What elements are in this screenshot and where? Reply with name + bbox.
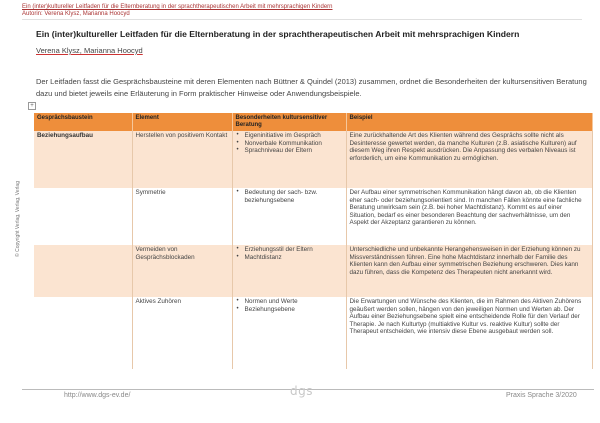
dgs-logo: dgs [290,384,313,398]
side-copyright [14,150,22,290]
example-cell: Die Erwartungen und Wünsche des Klienten, die im Rahmen des Aktiven Zuhörens geäußert werden sollen, hängen von den jeweiligen Normen und Werten ab. Der Aufbau einer Beziehungsebene spielt eine entscheidende Rolle für den Verlauf der Therapie. Je nach Kulturtyp (multiaktive Kultur vs. reaktive Kultur) sollte der Therapeut entscheiden, wie intensiv diese Ebene ausgebaut werden soll. [346,297,592,369]
running-head-title[interactable]: Ein (inter)kultureller Leitfaden für die Elternberatung in der sprachtherapeutischen Arbeit mit mehrsprachigen Kindern [22,4,333,10]
example-cell: Der Aufbau einer symmetrischen Kommunikation hängt davon ab, ob die Klienten eher sach- oder beziehungsorientiert sind. In manchen Fällen könnte eine fachliche Beratung unwirksam sein (z.B. bei hoher Machtdistanz). Kommt es auf einer Situation, bedarf es einer besonderen Beachtung der sachverhältnisse, um den Aspekt der Akzeptanz garantieren zu können. [346,188,592,245]
table-row [34,188,592,245]
guide-table [34,113,593,369]
example-cell: Unterschiedliche und unbekannte Herangehensweisen in der Erziehung können zu Missverständnissen führen. Eine hohe Machtdistanz innerhalb der Familie des Klienten kann den Aufbau einer symmetrischen Beziehung erschweren. Dies kann dazu führen, dass die Kompetenz des Therapeuten nicht anerkannt wird. [346,245,592,297]
list-item: • Erziehungsstil der Eltern [245,246,343,254]
table-row [34,297,592,369]
specials-cell [232,245,346,297]
table-header-row [34,113,592,131]
element-cell: Symmetrie [132,188,232,245]
list-item: • Sprachniveau der Eltern [245,147,343,155]
column-header: Beispiel [346,113,592,131]
element-cell: Herstellen von positivem Kontakt [132,131,232,188]
list-item: • Bedeutung der sach- bzw. beziehungsebene [245,189,343,204]
group-cell-empty [34,245,132,297]
side-copyright-text: © Copyright Verlag, Verlag, Verlag [15,181,21,257]
list-item: • Beziehungsebene [245,306,343,314]
list-item: • Eigeninitiative im Gespräch [245,132,343,140]
specials-cell [232,297,346,369]
list-item: • Nonverbale Kommunikation [245,140,343,148]
element-cell: Vermeiden von Gesprächsblockaden [132,245,232,297]
group-cell-empty [34,297,132,369]
running-head [22,4,582,18]
column-header: Gesprächsbaustein [34,113,132,131]
list-item: • Normen und Werte [245,298,343,306]
list-item: • Machtdistanz [245,254,343,262]
group-cell: Beziehungsaufbau [34,131,132,188]
footer-issue-label: Praxis Sprache 3/2020 [506,392,577,399]
table-row [34,131,592,188]
header-divider [22,19,582,20]
intro-paragraph: Der Leitfaden fasst die Gesprächsbausteine mit deren Elementen nach Büttner & Quindel (2013) zusammen, ordnet die Besonderheiten der kultursensitiven Beratung dazu und bietet jeweils eine Erläuterung in Form praktischer Hinweise oder Anwendungsbeispiele. [36,77,587,98]
column-header: Element [132,113,232,131]
element-cell: Aktives Zuhören [132,297,232,369]
specials-cell [232,131,346,188]
footer-url-link[interactable]: http://www.dgs-ev.de/ [64,392,131,399]
group-cell-empty [34,188,132,245]
column-header: Besonderheiten kultursensitiver Beratung [232,113,346,131]
running-head-authors: Autorin: Verena Klysz, Marianna Hoocyd [22,11,130,17]
table-move-handle-icon[interactable]: + [28,102,36,110]
document-authors-text: Verena Klysz, Marianna Hoocyd [36,46,143,55]
page-title: Ein (inter)kultureller Leitfaden für die Elternberatung in der sprachtherapeutischen Arbeit mit mehrsprachigen Kindern [36,29,520,39]
table-row [34,245,592,297]
example-cell: Eine zurückhaltende Art des Klienten während des Gesprächs sollte nicht als Desinteresse gewertet werden, da manche Kulturen (z.B. asiatische Kulturen) auf diesem Weg ihren Respekt ausdrücken. Die Anpassung des verbalen Niveaus ist erforderlich, um eine Kommunikation zu ermöglichen. [346,131,592,188]
specials-cell [232,188,346,245]
document-authors [36,46,143,55]
